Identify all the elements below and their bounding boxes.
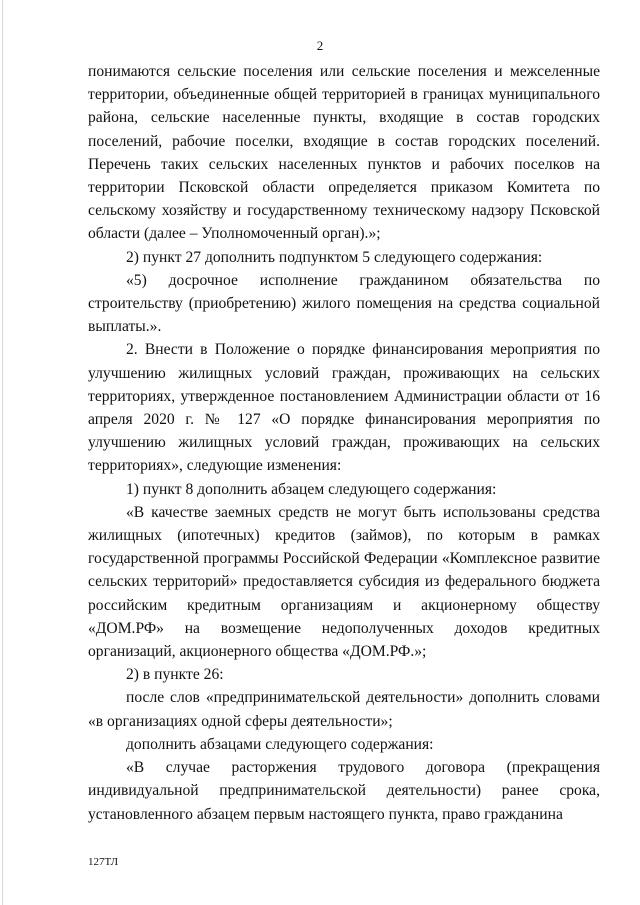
paragraph-5: 1) пункт 8 дополнить абзацем следующего содержания: — [126, 480, 497, 498]
paragraph-6: «В качестве заемных средств не могут быть использованы средства жилищных (ипотечных) кредитов (займов), по которым в рамках государственной программы Российской Федерации «Комплексное развитие сельских территорий» предоставляется субсидия из федерального бюджета российским кредитным организациям и акционерному обществу «ДОМ.РФ» на возмещение недополученных доходов кредитных организаций, акционерного общества «ДОМ.РФ.»; — [88, 503, 600, 661]
paragraph-1: понимаются сельские поселения или сельские поселения и межселенные территории, объединенные общей территорией в границах муниципального района, сельские населенные пункты, входящие в состав городских поселений, рабочие поселки, входящие в состав городских поселений. Перечень таких сельских населенных пунктов и рабочих поселков на территории Псковской области определяется приказом Комитета по сельскому хозяйству и государственному техническому надзору Псковской области (далее – Уполномоченный орган).»; — [88, 63, 600, 243]
paragraph-4: 2. Внести в Положение о порядке финансирования мероприятия по улучшению жилищных условий граждан, проживающих на сельских территориях, утвержденное постановлением Администрации области от 16 апреля 2020 г. № 127 «О порядке финансирования мероприятия по улучшению жилищных условий граждан, проживающих на сельских территориях», следующие изменения: — [88, 341, 600, 475]
paragraph-3: «5) досрочное исполнение гражданином обязательства по строительству (приобретению) жилого помещения на средства социальной выплаты.». — [88, 271, 600, 336]
document-code: 127ТЛ — [88, 856, 119, 868]
paragraph-10: «В случае расторжения трудового договора (прекращения индивидуальной предпринимательской деятельности) ранее срока, установленного абзацем первым настоящего пункта, право гражданина — [88, 759, 600, 823]
scan-edge-line — [2, 0, 3, 905]
paragraph-8: после слов «предпринимательской деятельности» дополнить словами «в организациях одной сферы деятельности»; — [88, 689, 600, 730]
paragraph-2: 2) пункт 27 дополнить подпунктом 5 следующего содержания: — [126, 248, 543, 266]
page-number: 2 — [316, 38, 324, 53]
paragraph-9: дополнить абзацами следующего содержания: — [126, 735, 434, 753]
paragraph-7: 2) в пункте 26: — [126, 666, 224, 684]
document-body — [88, 60, 600, 826]
